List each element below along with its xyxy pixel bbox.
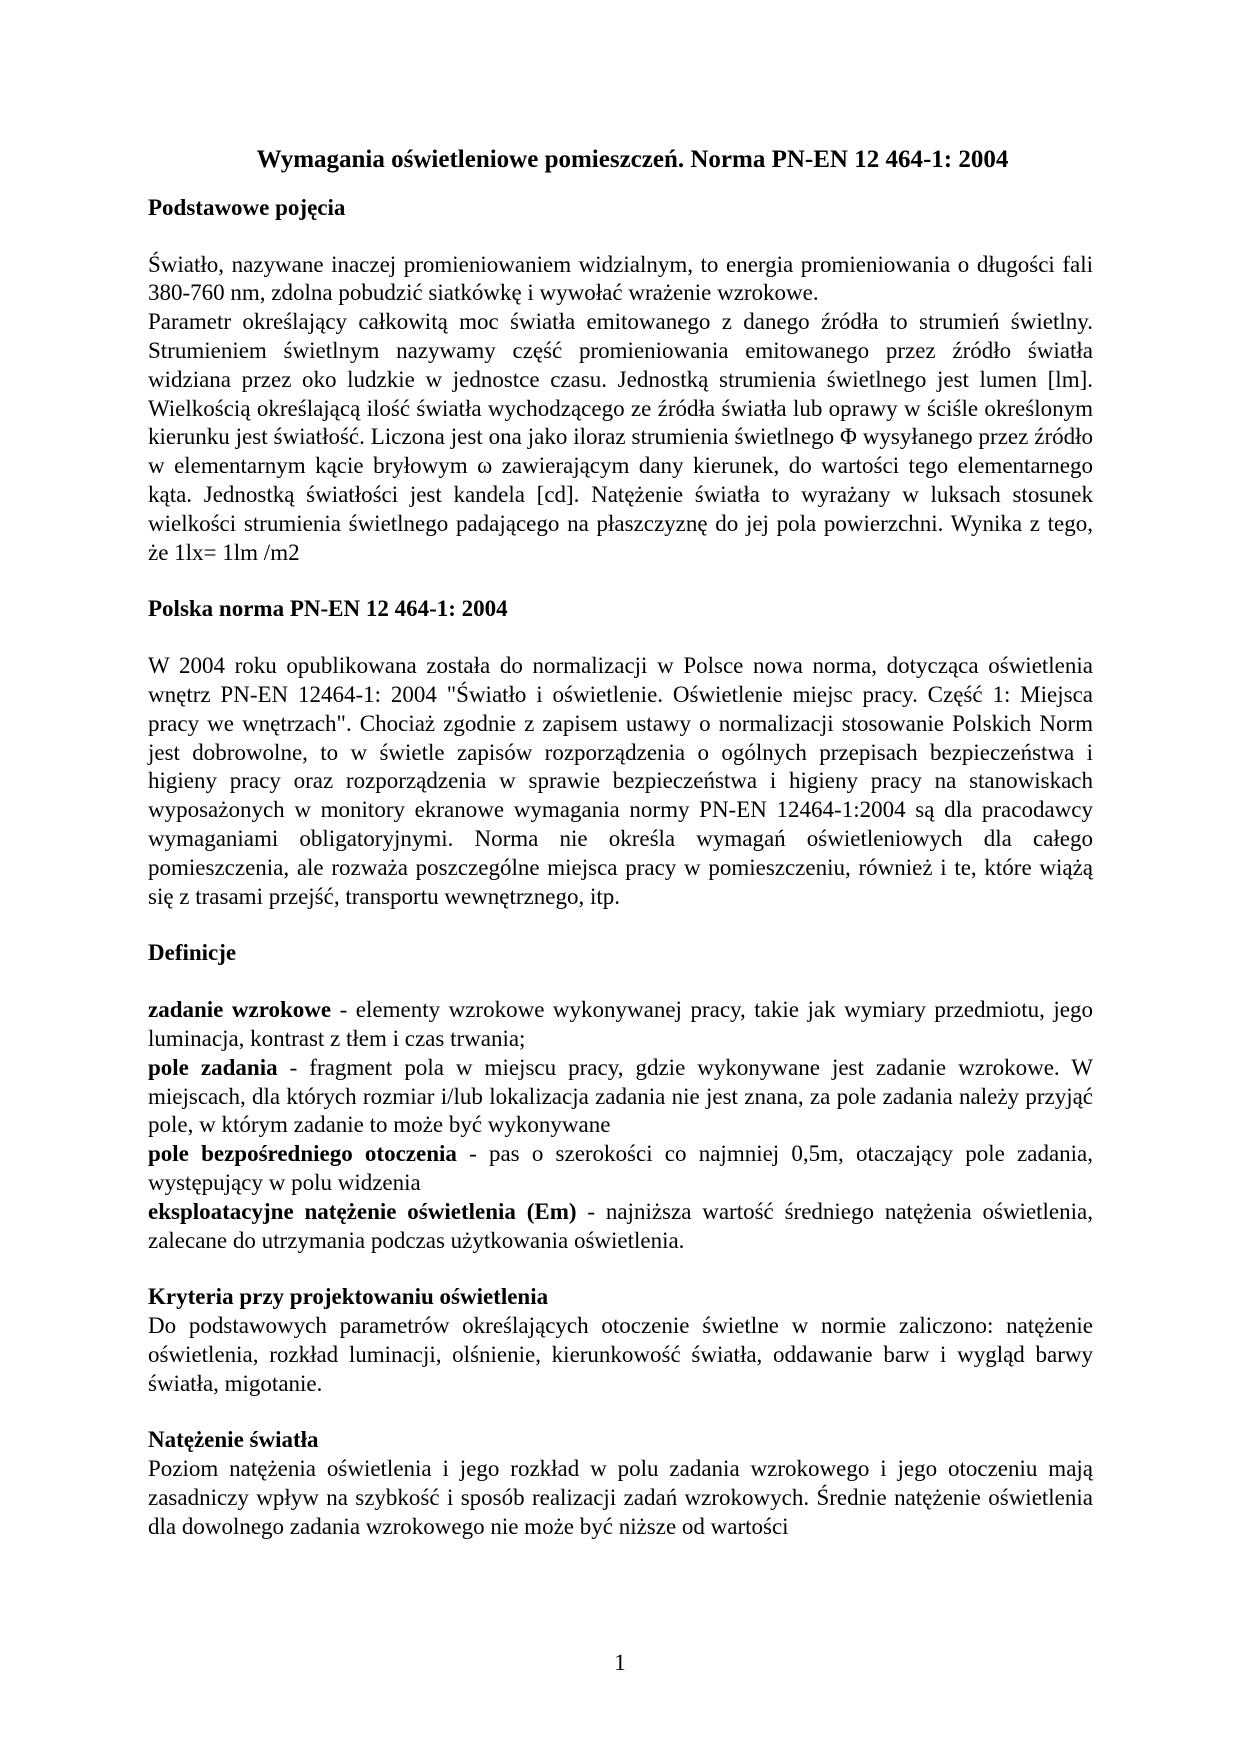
section-heading-illuminance: Natężenie światła [148,1427,319,1453]
definition-term: pole bezpośredniego otoczenia [148,1141,457,1167]
definition-text: - elementy wzrokowe wykonywanej pracy, takie jak wymiary przedmiotu, jego luminacja, kontrast z tłem i czas trwania; [148,997,1093,1051]
document-title: Wymagania oświetleniowe pomieszczeń. Norma PN-EN 12 464-1: 2004 [256,146,1009,173]
paragraph-light-definition: Światło, nazywane inaczej promieniowaniem widzialnym, to energia promieniowania o długości fali 380-760 nm, zdolna pobudzić siatkówkę i wywołać wrażenie wzrokowe. [148,251,1093,306]
definition-term: eksploatacyjne natężenie oświetlenia (Em) [148,1198,577,1224]
page-number: 1 [614,1650,626,1675]
spacer [148,567,1093,595]
definition-text: - fragment pola w miejscu pracy, gdzie wykonywane jest zadanie wzrokowe. W miejscach, dla których rozmiar i/lub lokalizacja zadania nie jest znana, za pole zadania należy przyjąć pole, w którym zadanie to może być wykonywane [148,1054,1093,1138]
paragraph-norm-description: W 2004 roku opublikowana została do normalizacji w Polsce nowa norma, dotycząca oświetlenia wnętrz PN-EN 12464-1: 2004 "Światło i oświetlenie. Oświetlenie miejsc pracy. Część 1: Miejsca pracy we wnętrzach". Chociaż zgodnie z zapisem ustawy o normalizacji stosowanie Polskich Norm jest dobrowolne, to w świetle zapisów rozporządzenia o ogólnych przepisach bezpieczeństwa i higieny pracy oraz rozporządzenia w sprawie bezpieczeństwa i higieny pracy na stanowiskach wyposażonych w monitory ekranowe wymagania normy PN-EN 12464-1:2004 są dla pracodawcy wymaganiami obligatoryjnymi. Norma nie określa wymagań oświetleniowych dla całego pomieszczenia, ale rozważa poszczególne miejsca pracy w pomieszczeniu, również i te, które wiążą się z trasami przejść, transportu wewnętrznego, itp. [148,653,1093,909]
definition-visual-task [148,996,1093,1054]
definition-text: - najniższa wartość średniego natężenia oświetlenia, zalecane do utrzymania podczas użytkowania oświetlenia. [148,1198,1093,1253]
definition-task-area [148,1054,1093,1140]
document-page [148,146,1093,1542]
spacer [148,1398,1093,1426]
paragraph-illuminance: Poziom natężenia oświetlenia i jego rozkład w polu zadania wzrokowego i jego otoczeniu mają zasadniczy wpływ na szybkość i sposób realizacji zadań wzrokowych. Średnie natężenie oświetlenia dla dowolnego zadania wzrokowego nie może być niższe od wartości [148,1456,1093,1539]
definition-term: zadanie wzrokowe [148,997,332,1023]
definition-text: - pas o szerokości co najmniej 0,5m, otaczający pole zadania, występujący w polu widzenia [148,1141,1093,1195]
spacer [148,1255,1093,1283]
paragraph-design-criteria: Do podstawowych parametrów określających otoczenie świetlne w normie zaliczono: natężenie oświetlenia, rozkład luminacji, olśnienie, kierunkowość światła, oddawanie barw i wygląd barwy światła, migotanie. [148,1313,1093,1396]
definition-maintained-illuminance [148,1198,1093,1256]
spacer [148,911,1093,939]
section-heading-design-criteria: Kryteria przy projektowaniu oświetlenia [148,1284,549,1310]
definition-surrounding-area [148,1140,1093,1198]
section-heading-polish-norm: Polska norma PN-EN 12 464-1: 2004 [148,596,508,622]
paragraph-luminous-flux: Parametr określający całkowitą moc światła emitowanego z danego źródła to strumień świetlny. Strumieniem świetlnym nazywamy część promieniowania emitowanego przez źródło światła widziana przez oko ludzkie w jednostce czasu. Jednostką strumienia świetlnego jest lumen [lm]. Wielkością określającą ilość światła wychodzącego ze źródła światła lub oprawy w ściśle określonym kierunku jest światłość. Liczona jest ona jako iloraz strumienia świetlnego Φ wysyłanego przez źródło w elementarnym kącie bryłowym ω zawierającym dany kierunek, do wartości tego elementarnego kąta. Jednostką światłości jest kandela [cd]. Natężenie światła to wyrażany w luksach stosunek wielkości strumienia świetlnego padającego na płaszczyznę do jej pola powierzchni. Wynika z tego, że 1lx= 1lm /m2 [148,309,1093,565]
definition-term: pole zadania [148,1054,278,1080]
section-heading-definitions: Definicje [148,940,237,966]
section-heading-basic-concepts: Podstawowe pojęcia [148,194,346,220]
